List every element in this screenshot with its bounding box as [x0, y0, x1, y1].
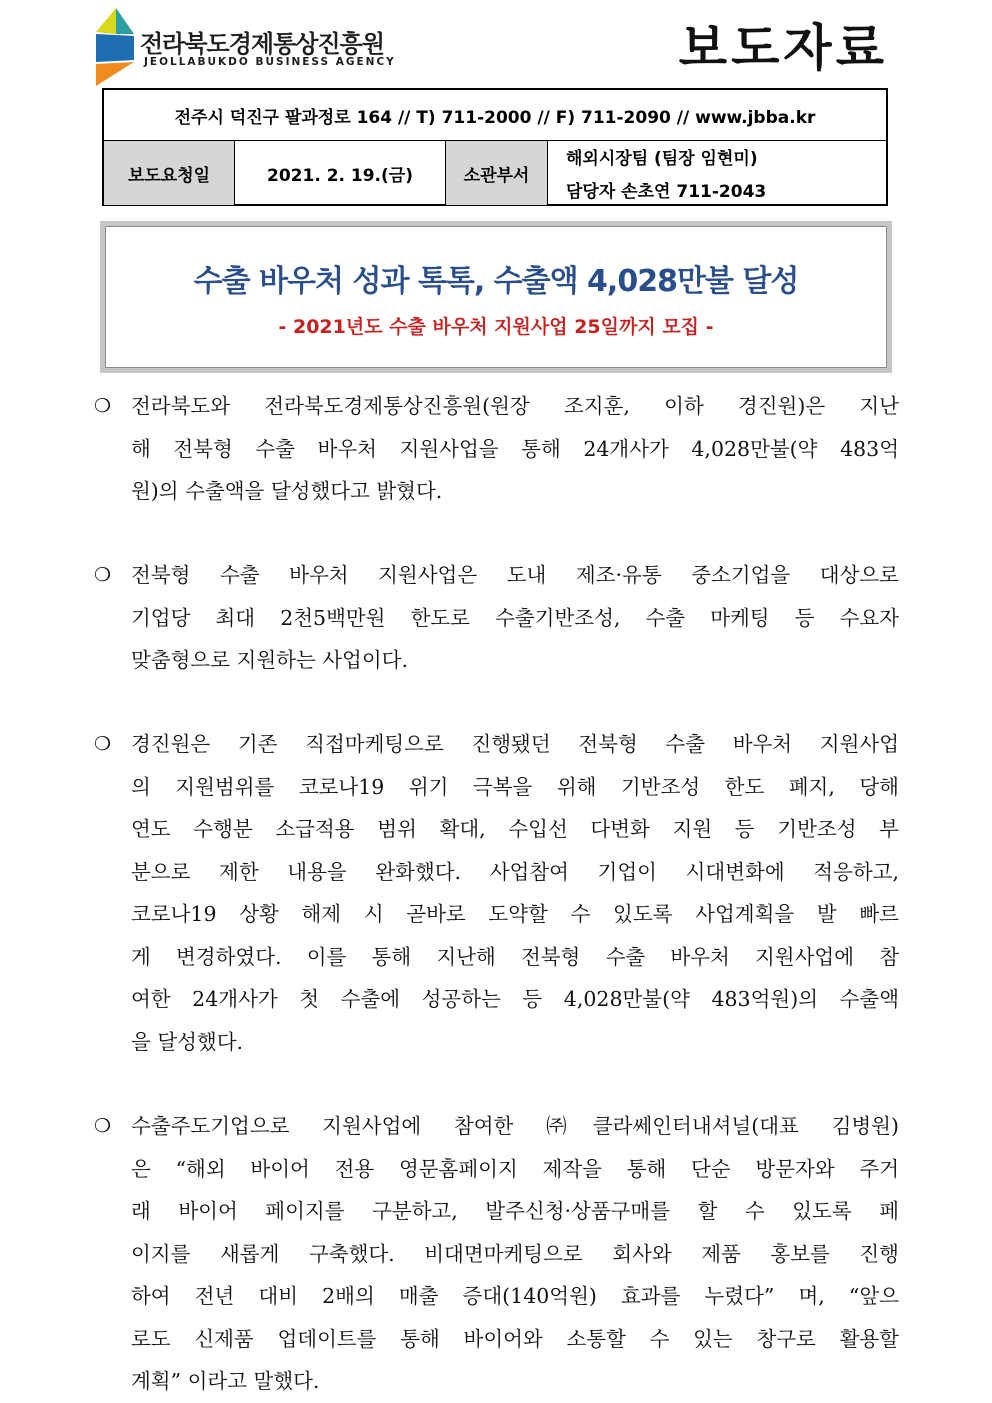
- paragraph-line: 맞춤형으로 지원하는 사업이다.: [131, 648, 408, 672]
- bullet-icon: ❍: [94, 395, 112, 417]
- paragraph-line: 의 지원범위를 코로나19 위기 극복을 위해 기반조성 한도 폐지, 당해: [131, 774, 899, 799]
- release-date-value: 2021. 2. 19.(금): [235, 141, 446, 205]
- bullet-icon: ❍: [94, 564, 112, 586]
- paragraph-line: 분으로 제한 내용을 완화했다. 사업참여 기업이 시대변화에 적응하고,: [131, 859, 899, 884]
- doc-type-title: 보도자료: [678, 19, 888, 77]
- paragraph-line: 코로나19 상황 해제 시 곧바로 도약할 수 있도록 사업계획을 발 빠르: [131, 902, 899, 926]
- org-name: 전라북도경제통상진흥원: [140, 30, 385, 58]
- paragraph-line: 해 전북형 수출 바우처 지원사업을 통해 24개사가 4,028만불(약 483억: [131, 436, 899, 461]
- headline: 수출 바우처 성과 톡톡, 수출액 4,028만불 달성: [193, 264, 799, 299]
- release-meta-row: [104, 141, 886, 205]
- org-logo: [94, 4, 394, 88]
- department-label: 소관부서: [446, 141, 548, 205]
- org-logo-mark: [94, 4, 138, 86]
- headline-box: [100, 221, 892, 373]
- paragraph-line: 래 바이어 페이지를 구분하고, 발주신청·상품구매를 할 수 있도록 페: [131, 1199, 899, 1223]
- paragraph-line: 을 달성했다.: [131, 1029, 244, 1054]
- body-paragraph: [94, 723, 899, 1063]
- paragraph-line: 게 변경하였다. 이를 통해 지난해 전북형 수출 바우처 지원사업에 참: [131, 944, 899, 969]
- paragraph-line: 은 “해외 바이어 전용 영문홈페이지 제작을 통해 단순 방문자와 주거: [131, 1156, 899, 1181]
- paragraph-line: 연도 수행분 소급적용 범위 확대, 수입선 다변화 지원 등 기반조성 부: [131, 817, 899, 841]
- paragraph-line: 전북형 수출 바우처 지원사업은 도내 제조·유통 중소기업을 대상으로: [131, 563, 899, 587]
- body-paragraph: [94, 1105, 899, 1403]
- department-contact: 담당자 손초연 711-2043: [566, 182, 767, 202]
- body-paragraph: [94, 385, 899, 513]
- bullet-icon: ❍: [94, 1115, 112, 1137]
- paragraph-line: 경진원은 기존 직접마케팅으로 진행됐던 전북형 수출 바우처 지원사업: [131, 732, 899, 756]
- release-date-label: 보도요청일: [104, 141, 235, 205]
- paragraph-line: 계획” 이라고 말했다.: [131, 1369, 320, 1393]
- paragraph-line: 수출주도기업으로 지원사업에 참여한 ㈜클라쎄인터내셔널(대표 김병원): [131, 1114, 899, 1138]
- paragraph-line: 원)의 수출액을 달성했다고 밝혔다.: [131, 479, 443, 503]
- paragraph-line: 하여 전년 대비 2배의 매출 증대(140억원) 효과를 누렸다” 며, “앞으: [131, 1284, 899, 1308]
- subheadline: - 2021년도 수출 바우처 지원사업 25일까지 모집 -: [278, 316, 714, 338]
- paragraph-line: 기업당 최대 2천5백만원 한도로 수출기반조성, 수출 마케팅 등 수요자: [131, 605, 899, 630]
- org-name-en: JEOLLABUKDO BUSINESS AGENCY: [144, 56, 396, 68]
- paragraph-line: 여한 24개사가 첫 수출에 성공하는 등 4,028만불(약 483억원)의 수출액: [131, 987, 899, 1011]
- paragraph-line: 이지를 새롭게 구축했다. 비대면마케팅으로 회사와 제품 홍보를 진행: [131, 1241, 899, 1266]
- department-team: 해외시장팀 (팀장 임현미): [566, 149, 758, 169]
- contact-info-table: [102, 88, 888, 206]
- bullet-icon: ❍: [94, 733, 112, 755]
- paragraph-line: 로도 신제품 업데이트를 통해 바이어와 소통할 수 있는 창구로 활용할: [131, 1326, 899, 1351]
- paragraph-line: 전라북도와 전라북도경제통상진흥원(원장 조지훈, 이하 경진원)은 지난: [131, 394, 899, 418]
- contact-address: 전주시 덕진구 팔과정로 164 // T) 711-2000 // F) 711-2090 // www.jbba.kr: [104, 90, 886, 141]
- department-value: [548, 141, 886, 205]
- body-paragraph: [94, 554, 899, 682]
